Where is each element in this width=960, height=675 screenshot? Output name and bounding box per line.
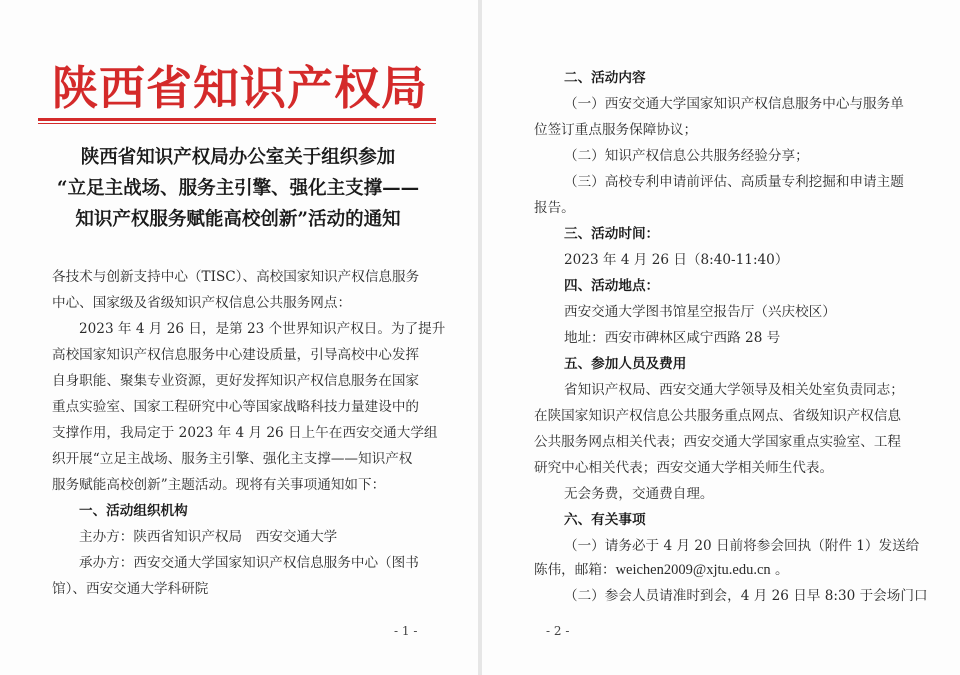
body-line-3: 自身职能、聚集专业资源，更好发挥知识产权信息服务在国家	[52, 373, 420, 389]
section-heading-4: 四、活动地点：	[564, 278, 660, 294]
masthead-red-rule-thin	[38, 123, 436, 124]
content-item-1-line-1: （一）西安交通大学国家知识产权信息服务中心与服务单	[564, 96, 904, 112]
content-item-3-line-2: 报告。	[534, 200, 575, 216]
matter-1-line-1: （一）请务必于 4 月 20 日前将参会回执（附件 1）发送给	[564, 538, 920, 554]
co-organizer-line-2: 馆）、西安交通大学科研院	[52, 581, 209, 597]
participants-line-1: 省知识产权局、西安交通大学领导及相关处室负责同志；	[564, 382, 904, 398]
section-heading-6: 六、有关事项	[564, 512, 646, 528]
address: 地址：西安市碑林区咸宁西路 28 号	[564, 330, 781, 346]
document-page-1	[0, 0, 478, 675]
co-organizer-line-1: 承办方：西安交通大学国家知识产权信息服务中心（图书	[79, 555, 419, 571]
activity-time: 2023 年 4 月 26 日（8:40-11:40）	[564, 252, 789, 268]
matter-1-line-2	[534, 558, 789, 579]
body-line-5: 支撑作用，我局定于 2023 年 4 月 26 日上午在西安交通大学组	[52, 425, 438, 441]
page-number-1: - 1 -	[394, 624, 418, 638]
section-heading-2: 二、活动内容	[564, 70, 646, 86]
notice-title-line-1: 陕西省知识产权局办公室关于组织参加	[80, 147, 396, 168]
matter-2-line-1: （二）参会人员请准时到会，4 月 26 日早 8:30 于会场门口	[564, 588, 928, 604]
body-line-2: 高校国家知识产权信息服务中心建设质量，引导高校中心发挥	[52, 347, 420, 363]
fee-note: 无会务费，交通费自理。	[564, 486, 714, 502]
participants-line-3: 公共服务网点相关代表；西安交通大学国家重点实验室、工程	[534, 434, 902, 450]
notice-title-line-3: 知识产权服务赋能高校创新”活动的通知	[75, 209, 401, 230]
venue: 西安交通大学图书馆星空报告厅（兴庆校区）	[564, 304, 836, 320]
matter-1-prefix: 陈伟，邮箱：	[534, 562, 616, 578]
content-item-3-line-1: （三）高校专利申请前评估、高质量专利挖掘和申请主题	[564, 174, 904, 190]
section-heading-5: 五、参加人员及费用	[564, 356, 687, 372]
contact-email: weichen2009@xjtu.edu.cn	[615, 562, 771, 578]
document-page-2	[482, 0, 960, 675]
participants-line-4: 研究中心相关代表；西安交通大学相关师生代表。	[534, 460, 834, 476]
organizer-line: 主办方：陕西省知识产权局 西安交通大学	[79, 529, 338, 545]
recipient-line-2: 中心、国家级及省级知识产权信息公共服务网点：	[52, 295, 352, 311]
section-heading-3: 三、活动时间：	[564, 226, 660, 242]
body-line-7: 服务赋能高校创新”主题活动。现将有关事项通知如下：	[52, 477, 386, 493]
content-item-2: （二）知识产权信息公共服务经验分享；	[564, 148, 809, 164]
body-line-1: 2023 年 4 月 26 日，是第 23 个世界知识产权日。为了提升	[79, 321, 446, 337]
content-item-1-line-2: 位签订重点服务保障协议；	[534, 122, 698, 138]
section-heading-1: 一、活动组织机构	[79, 503, 188, 519]
masthead: 陕西省知识产权局	[52, 61, 428, 115]
participants-line-2: 在陕国家知识产权信息公共服务重点网点、省级知识产权信息	[534, 408, 902, 424]
body-line-6: 织开展“立足主战场、服务主引擎、强化主支撑——知识产权	[52, 451, 413, 467]
masthead-red-rule	[38, 118, 436, 121]
notice-title-line-2: “立足主战场、服务主引擎、强化主支撑——	[56, 178, 420, 199]
recipient-line-1: 各技术与创新支持中心（TISC）、高校国家知识产权信息服务	[52, 269, 420, 285]
page-number-2: - 2 -	[546, 624, 570, 638]
matter-1-suffix: 。	[770, 562, 789, 578]
body-line-4: 重点实验室、国家工程研究中心等国家战略科技力量建设中的	[52, 399, 420, 415]
